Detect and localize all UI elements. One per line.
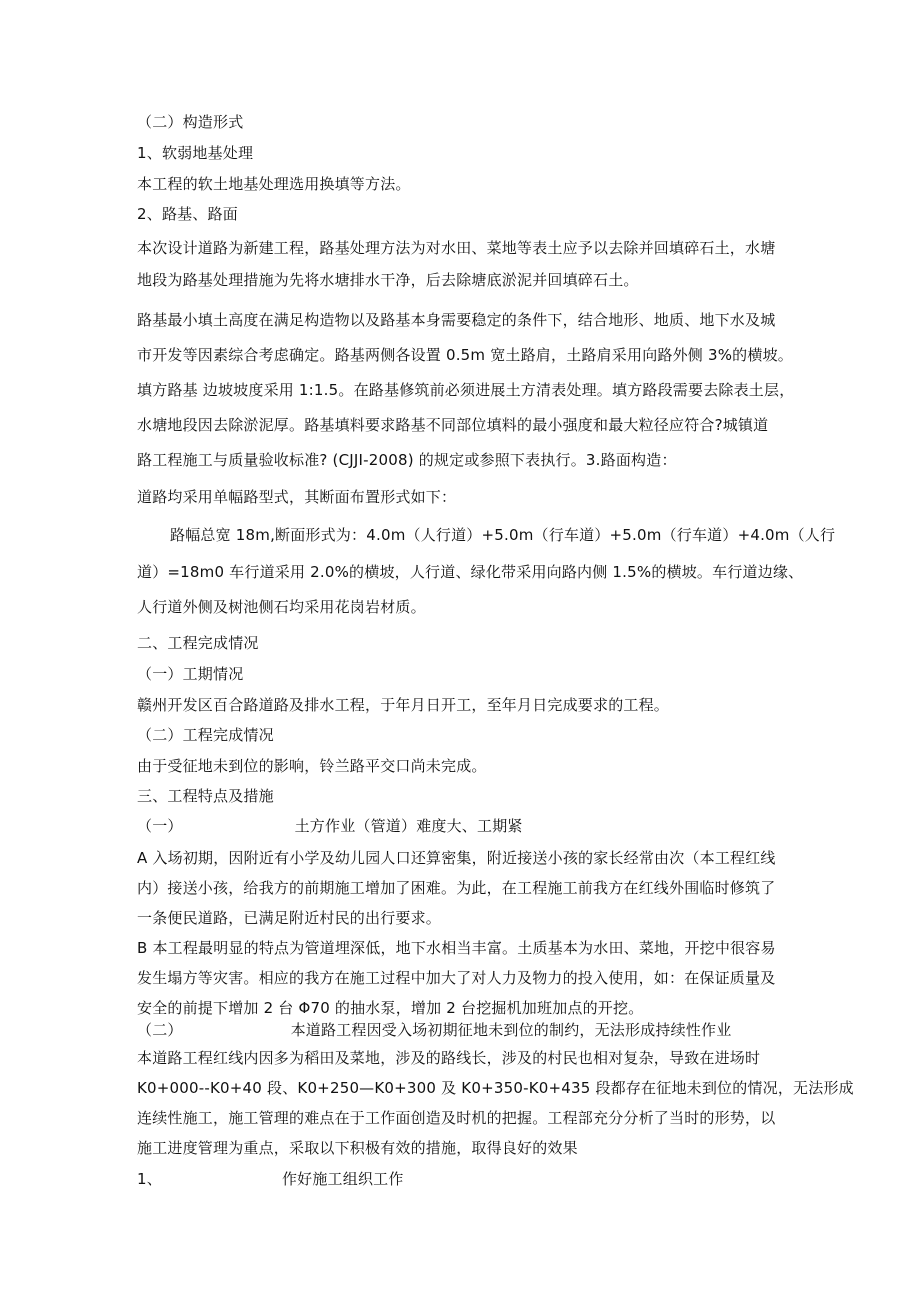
paragraph-line: 本次设计道路为新建工程，路基处理方法为对水田、菜地等表土应予以去除并回填碎石土，水塘 [137, 239, 776, 257]
section-heading-features: 三、工程特点及措施 [137, 787, 274, 805]
paragraph-line: 连续性施工，施工管理的难点在于工作面创造及时机的把握。工程部充分分析了当时的形势，以 [137, 1109, 776, 1127]
paragraph-line: A 入场初期，因附近有小学及幼儿园人口还算密集，附近接送小孩的家长经常由次（本工程红线 [137, 849, 776, 867]
paragraph-line: 路工程施工与质量验收标准? (CJJI-2008) 的规定或参照下表执行。3.路面构造： [137, 451, 677, 469]
paragraph-line: 赣州开发区百合路道路及排水工程，于年月日开工，至年月日完成要求的工程。 [137, 696, 670, 714]
paragraph-line: 内）接送小孩，给我方的前期施工增加了困难。为此，在工程施工前我方在红线外围临时修筑了 [137, 879, 776, 897]
heading-number: 1、 [137, 1170, 162, 1188]
paragraph-line: 施工进度管理为重点，采取以下积极有效的措施，取得良好的效果 [137, 1139, 578, 1157]
paragraph-line: 本道路工程红线内因多为稻田及菜地，涉及的路线长，涉及的村民也相对复杂，导致在进场时 [137, 1049, 761, 1067]
subheading-earthwork [137, 816, 870, 836]
subheading-land-acquisition [137, 1020, 870, 1040]
subheading-roadbed: 2、路基、路面 [137, 205, 238, 223]
paragraph-line: 市开发等因素综合考虑确定。路基两侧各设置 0.5m 宽土路肩，土路肩采用向路外侧 3%的横坡。 [137, 346, 793, 364]
paragraph-line: 路基最小填土高度在满足构造物以及路基本身需要稳定的条件下，结合地形、地质、地下水及城 [137, 311, 776, 329]
paragraph-line: 安全的前提下增加 2 台 Φ70 的抽水泵，增加 2 台挖掘机加班加点的开挖。 [137, 999, 644, 1017]
paragraph-line: 道）=18m0 车行道采用 2.0%的横坡，人行道、绿化带采用向路内侧 1.5%的横坡。车行道边缘、 [137, 563, 804, 581]
subheading-soft-foundation: 1、软弱地基处理 [137, 144, 254, 162]
section-heading-structure: （二）构造形式 [137, 113, 244, 131]
paragraph-line: 地段为路基处理措施为先将水塘排水干净，后去除塘底淤泥并回填碎石土。 [137, 271, 639, 289]
section-heading-completion: 二、工程完成情况 [137, 634, 259, 652]
paragraph-line: 路幅总宽 18m,断面形式为：4.0m（人行道）+5.0m（行车道）+5.0m（行车道）+4.0m（人行 [170, 526, 836, 544]
heading-text: 本道路工程因受入场初期征地未到位的制约，无法形成持续性作业 [290, 1021, 732, 1039]
heading-text: 土方作业（管道）难度大、工期紧 [294, 817, 523, 835]
paragraph-line: 由于受征地未到位的影响，铃兰路平交口尚未完成。 [137, 757, 487, 775]
subheading-schedule: （一）工期情况 [137, 665, 244, 683]
paragraph-line: 水塘地段因去除淤泥厚。路基填料要求路基不同部位填料的最小强度和最大粒径应符合?城镇道 [137, 416, 769, 434]
paragraph-line: 本工程的软土地基处理选用换填等方法。 [137, 175, 411, 193]
heading-number: （二） [137, 1021, 183, 1039]
paragraph-line: 一条便民道路，已满足附近村民的出行要求。 [137, 909, 442, 927]
paragraph-line: 人行道外侧及树池侧石均采用花岗岩材质。 [137, 598, 426, 616]
paragraph-line: 道路均采用单幅路型式，其断面布置形式如下： [137, 488, 457, 506]
heading-text: 作好施工组织工作 [281, 1170, 404, 1188]
subheading-completion-status: （二）工程完成情况 [137, 726, 274, 744]
paragraph-line: 发生塌方等灾害。相应的我方在施工过程中加大了对人力及物力的投入使用，如：在保证质量及 [137, 969, 776, 987]
heading-number: （一） [137, 817, 183, 835]
paragraph-line: B 本工程最明显的特点为管道埋深低，地下水相当丰富。土质基本为水田、菜地，开挖中很容易 [137, 939, 776, 957]
paragraph-line: K0+000--K0+40 段、K0+250—K0+300 及 K0+350-K0+435 段都存在征地未到位的情况，无法形成 [137, 1079, 854, 1097]
paragraph-line: 填方路基 边坡坡度采用 1:1.5。在路基修筑前必须进展土方清表处理。填方路段需要去除表土层， [137, 381, 795, 399]
subheading-organization [137, 1169, 870, 1189]
